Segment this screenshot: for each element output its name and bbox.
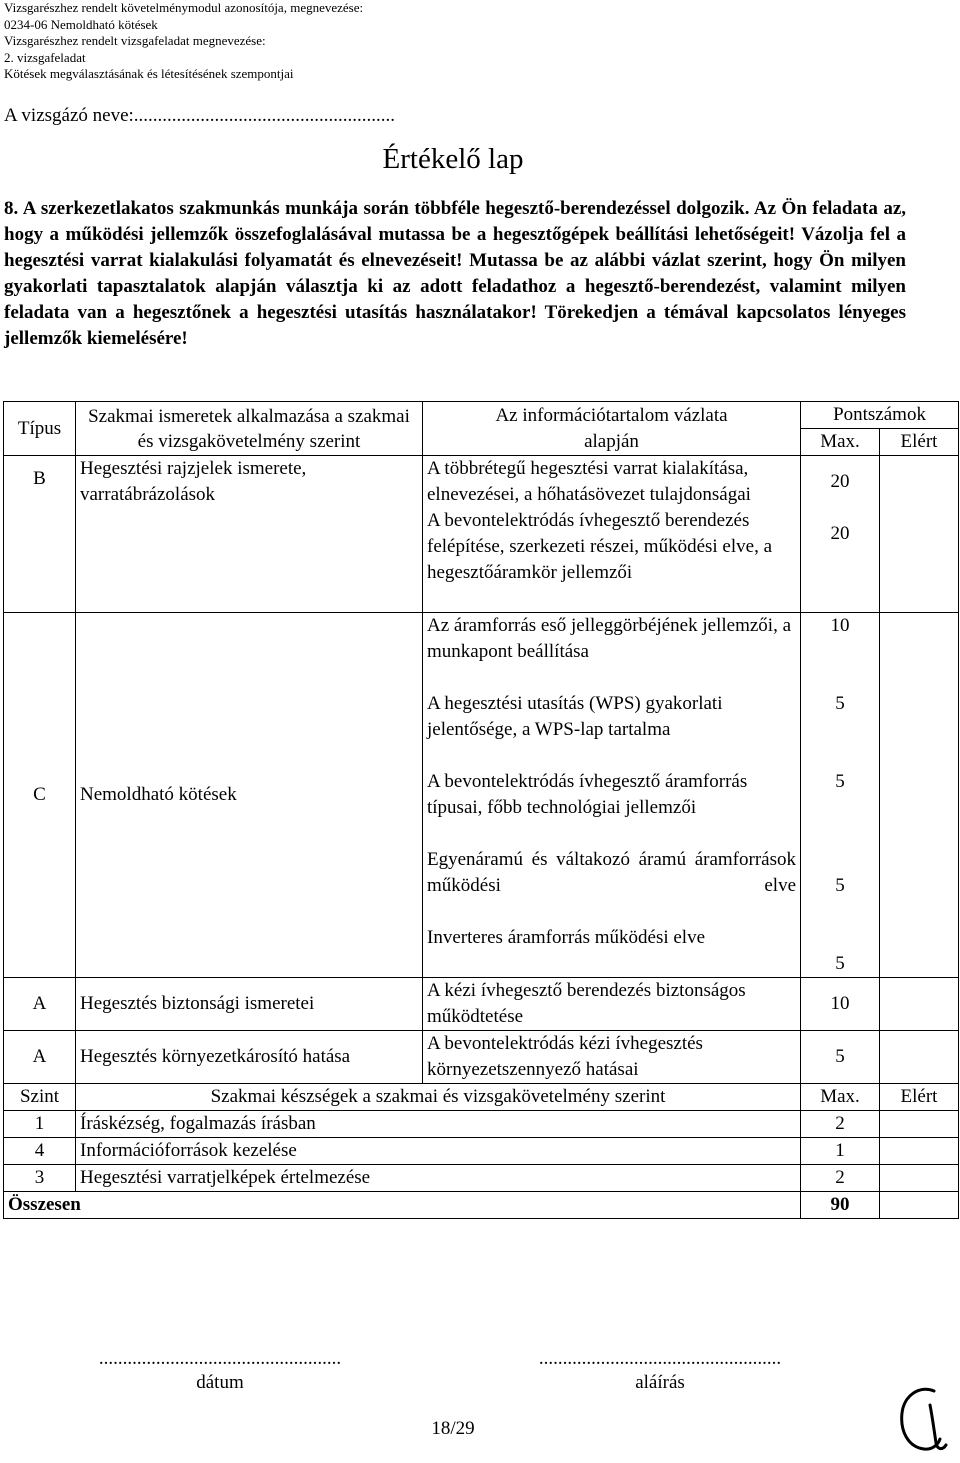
- row-knowledge: Nemoldható kötések: [76, 613, 423, 978]
- col-type-header: Típus: [4, 402, 76, 456]
- col-achieved-header: Elért: [880, 429, 959, 456]
- skill-name: Információforrások kezelése: [76, 1138, 801, 1165]
- table-row: [4, 1031, 959, 1084]
- total-row: [4, 1192, 959, 1219]
- row-info: [423, 613, 801, 978]
- signature-field[interactable]: [520, 1348, 800, 1394]
- module-name: 0234-06 Nemoldható kötések: [4, 16, 158, 32]
- table-row: [4, 613, 959, 978]
- row-achieved[interactable]: [880, 1031, 959, 1084]
- skills-header-row: [4, 1084, 959, 1111]
- skill-achieved[interactable]: [880, 1165, 959, 1192]
- skills-level-header: Szint: [4, 1084, 76, 1111]
- table-row: [4, 978, 959, 1031]
- table-header-row: [4, 402, 959, 429]
- skill-max: 2: [801, 1165, 880, 1192]
- page-title: Értékelő lap: [382, 143, 524, 175]
- task-description: 8. A szerkezetlakatos szakmunkás munkája során többféle hegesztő-berendezéssel dolgozik. Az Ön feladata az, hogy a működési jellemzők összefoglalásával mutassa be a hegesztőgépek beállítási lehetőségeit! Vázolja fel a hegesztési varrat kialakulási folyamatát és elnevezéseit! Mutassa be az alábbi vázlat szerint, hogy Ön milyen gyakorlati tapasztalatok alapján választja ki az adott feladathoz a hegesztő-berendezést, valamint milyen feladata van a hegesztőnek a hegesztési utasítás használatakor! Törekedjen a témával kapcsolatos lényeges jellemzők kiemelésére!: [4, 198, 906, 349]
- col-info-header: Az információtartalom vázlata alapján: [423, 402, 801, 456]
- row-type: A: [4, 1031, 76, 1084]
- row-knowledge: Hegesztési rajzjelek ismerete, varratábrázolások: [76, 456, 423, 613]
- module-label: Vizsgarészhez rendelt követelménymodul azonosítója, megnevezése:: [4, 0, 364, 15]
- table-row: [4, 1138, 959, 1165]
- info-item: A bevontelektródás ívhegesztő berendezés felépítése, szerkezeti részei, működési elve, a hegesztőáramkör jellemzői: [427, 510, 772, 583]
- skill-level: 4: [4, 1138, 76, 1165]
- row-knowledge: Hegesztés környezetkárosító hatása: [76, 1031, 423, 1084]
- row-max: [801, 613, 880, 978]
- skills-title-header: Szakmai készségek a szakmai és vizsgakövetelmény szerint: [76, 1084, 801, 1111]
- skill-achieved[interactable]: [880, 1138, 959, 1165]
- info-item: A többrétegű hegesztési varrat kialakítása, elnevezései, a hőhatásövezet tulajdonságai: [427, 458, 751, 505]
- max-value: 5: [835, 771, 845, 792]
- skill-max: 2: [801, 1111, 880, 1138]
- row-max: 10: [801, 978, 880, 1031]
- candidate-name-field[interactable]: A vizsgázó neve:.......................................................: [4, 105, 396, 126]
- date-field[interactable]: [80, 1348, 360, 1394]
- row-achieved[interactable]: [880, 456, 959, 613]
- total-value: 90: [801, 1192, 880, 1219]
- task-name: Kötések megválasztásának és létesítésének szempontjai: [4, 66, 294, 81]
- max-value: 5: [835, 875, 845, 896]
- document-header: [4, 0, 363, 83]
- info-item: A hegesztési utasítás (WPS) gyakorlati jelentősége, a WPS-lap tartalma: [427, 693, 723, 740]
- skill-max: 1: [801, 1138, 880, 1165]
- date-label: dátum: [196, 1372, 244, 1393]
- total-achieved[interactable]: [880, 1192, 959, 1219]
- table-row: [4, 456, 959, 613]
- row-knowledge: Hegesztés biztonsági ismeretei: [76, 978, 423, 1031]
- skill-achieved[interactable]: [880, 1111, 959, 1138]
- info-item: Az áramforrás eső jelleggörbéjének jellemzői, a munkapont beállítása: [427, 615, 791, 662]
- max-value: 20: [830, 471, 850, 492]
- max-value: 10: [830, 615, 850, 636]
- page-number: 18/29: [431, 1418, 475, 1439]
- skill-level: 1: [4, 1111, 76, 1138]
- row-info: A kézi ívhegesztő berendezés biztonságos működtetése: [423, 978, 801, 1031]
- row-type: A: [4, 978, 76, 1031]
- col-points-header: Pontszámok: [801, 402, 959, 429]
- row-info: A bevontelektródás kézi ívhegesztés környezetszennyező hatásai: [423, 1031, 801, 1084]
- info-item: Inverteres áramforrás működési elve: [427, 927, 706, 948]
- date-dots: ...................................................: [98, 1348, 342, 1369]
- row-info: [423, 456, 801, 613]
- task-label: Vizsgarészhez rendelt vizsgafeladat megnevezése:: [4, 33, 266, 48]
- task-number: 2. vizsgafeladat: [4, 49, 86, 65]
- evaluation-table: [3, 401, 959, 1219]
- max-value: 20: [830, 523, 850, 544]
- skills-achieved-header: Elért: [880, 1084, 959, 1111]
- signature-label: aláírás: [635, 1372, 685, 1393]
- row-max: [801, 456, 880, 613]
- table-row: [4, 1165, 959, 1192]
- signature-dots: ...................................................: [538, 1348, 782, 1369]
- col-max-header: Max.: [801, 429, 880, 456]
- col-knowledge-header: Szakmai ismeretek alkalmazása a szakmai és vizsgakövetelmény szerint: [76, 402, 423, 456]
- signature-icon: [890, 1385, 952, 1457]
- max-value: 5: [835, 693, 845, 714]
- row-type: B: [4, 456, 76, 613]
- row-achieved[interactable]: [880, 978, 959, 1031]
- total-label: Összesen: [4, 1192, 801, 1219]
- row-achieved[interactable]: [880, 613, 959, 978]
- info-item: A bevontelektródás ívhegesztő áramforrás típusai, főbb technológiai jellemzői: [427, 771, 748, 818]
- row-type: C: [4, 613, 76, 978]
- max-value: 5: [835, 953, 845, 974]
- table-row: [4, 1111, 959, 1138]
- skills-max-header: Max.: [801, 1084, 880, 1111]
- skill-name: Íráskézség, fogalmazás írásban: [76, 1111, 801, 1138]
- skill-name: Hegesztési varratjelképek értelmezése: [76, 1165, 801, 1192]
- row-max: 5: [801, 1031, 880, 1084]
- skill-level: 3: [4, 1165, 76, 1192]
- info-item: Egyenáramú és váltakozó áramú áramforrások működési elve: [427, 849, 796, 896]
